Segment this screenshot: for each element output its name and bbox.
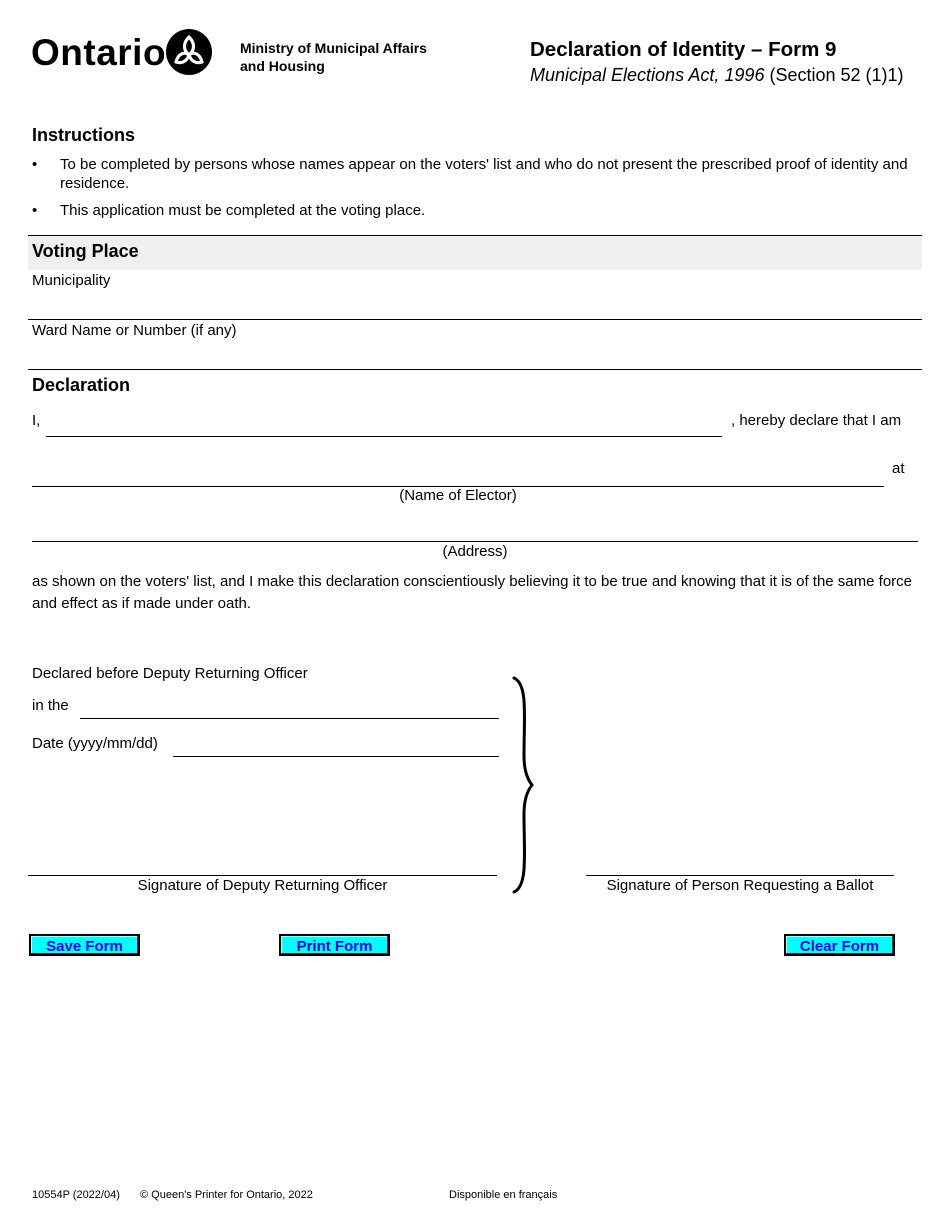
trillium-logo-icon bbox=[165, 28, 213, 76]
print-form-button[interactable]: Print Form bbox=[279, 934, 390, 956]
declare-label: , hereby declare that I am bbox=[731, 412, 902, 429]
dro-signature-line bbox=[28, 875, 497, 876]
form-subtitle bbox=[530, 63, 904, 87]
ministry-line-2: and Housing bbox=[240, 58, 325, 74]
declared-before-label: Declared before Deputy Returning Officer bbox=[32, 665, 308, 682]
elector-signature-area[interactable] bbox=[586, 790, 894, 874]
form-number: 10554P (2022/04) bbox=[32, 1189, 120, 1201]
voting-place-section-header bbox=[28, 235, 922, 270]
right-brace-icon bbox=[508, 676, 538, 894]
copyright: © Queen's Printer for Ontario, 2022 bbox=[140, 1189, 313, 1201]
dro-signature-area[interactable] bbox=[28, 790, 497, 874]
dro-signature-caption: Signature of Deputy Returning Officer bbox=[137, 877, 388, 894]
in-the-field[interactable] bbox=[80, 690, 499, 717]
act-section: (Section 52 (1)1) bbox=[764, 65, 904, 85]
bullet-1: • bbox=[32, 156, 38, 173]
address-field[interactable] bbox=[32, 510, 918, 540]
declaration-heading: Declaration bbox=[32, 375, 131, 395]
elector-name-field[interactable] bbox=[46, 405, 722, 435]
ward-field[interactable] bbox=[28, 340, 922, 369]
address-line bbox=[32, 541, 918, 542]
elector-signature-line bbox=[586, 875, 894, 876]
elector-name-line bbox=[46, 436, 722, 437]
i-label: I, bbox=[32, 412, 41, 429]
municipality-label: Municipality bbox=[32, 272, 111, 289]
date-line bbox=[173, 756, 499, 757]
name-of-elector-caption: (Name of Elector) bbox=[399, 487, 517, 504]
ward-divider bbox=[28, 369, 922, 370]
elector-status-field[interactable] bbox=[32, 455, 884, 485]
ministry-name bbox=[240, 39, 427, 75]
date-label: Date (yyyy/mm/dd) bbox=[32, 735, 158, 752]
form-title: Declaration of Identity – Form 9 bbox=[530, 38, 837, 61]
at-label: at bbox=[892, 460, 905, 477]
elector-signature-caption: Signature of Person Requesting a Ballot bbox=[606, 877, 874, 894]
ward-label: Ward Name or Number (if any) bbox=[32, 322, 237, 339]
clear-form-button[interactable]: Clear Form bbox=[784, 934, 895, 956]
instruction-item-2: This application must be completed at the voting place. bbox=[60, 202, 426, 219]
french-availability: Disponible en français bbox=[449, 1189, 558, 1201]
date-field[interactable] bbox=[173, 728, 499, 755]
voting-place-heading: Voting Place bbox=[32, 241, 139, 261]
instructions-heading: Instructions bbox=[32, 125, 136, 145]
municipality-divider bbox=[28, 319, 922, 320]
instruction-item-1: To be completed by persons whose names appear on the voters' list and who do not present the prescribed proof of identity and residence. bbox=[60, 156, 908, 192]
address-caption: (Address) bbox=[442, 543, 508, 560]
act-name: Municipal Elections Act, 1996 bbox=[530, 65, 765, 85]
save-form-button[interactable]: Save Form bbox=[29, 934, 140, 956]
in-the-line bbox=[80, 718, 499, 719]
in-the-label: in the bbox=[32, 697, 69, 714]
declaration-statement: as shown on the voters' list, and I make this declaration conscientiously believing it to be true and knowing that it is of the same force and effect as if made under oath. bbox=[32, 573, 913, 612]
ontario-logo-text: Ontario bbox=[31, 32, 167, 73]
municipality-field[interactable] bbox=[28, 290, 922, 319]
bullet-2: • bbox=[32, 202, 38, 219]
ministry-line-1: Ministry of Municipal Affairs bbox=[240, 40, 427, 56]
